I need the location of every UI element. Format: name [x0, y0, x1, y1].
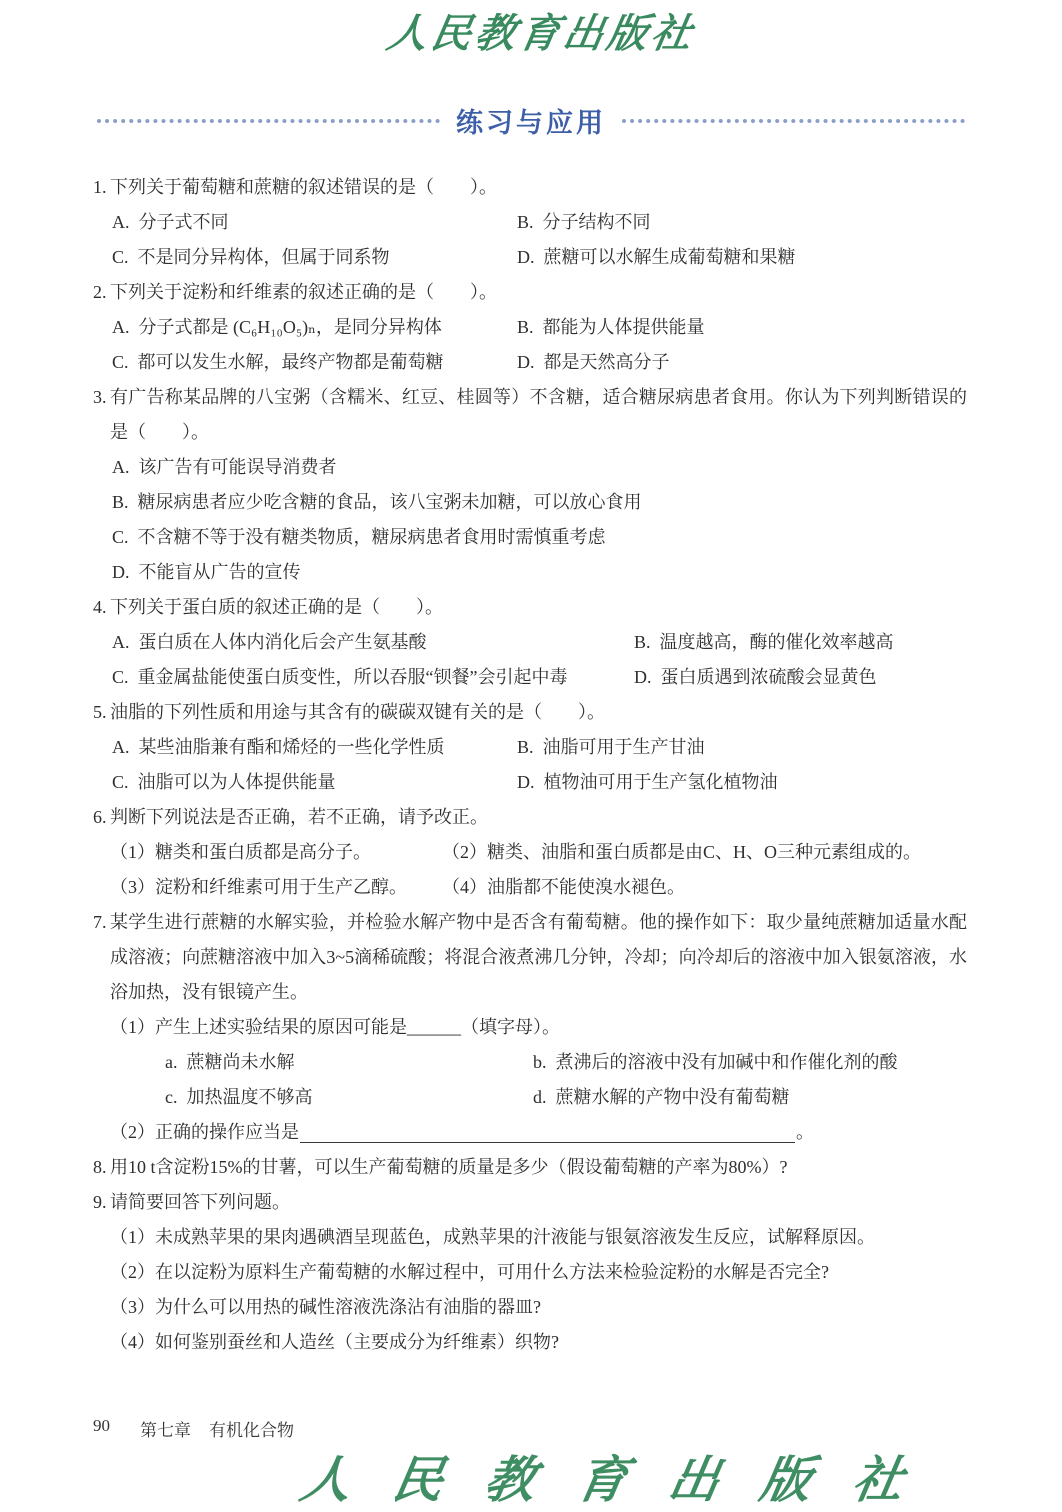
question-2-number: 2. [93, 282, 107, 302]
question-4-number: 4. [93, 597, 107, 617]
question-9-number: 9. [93, 1192, 107, 1212]
question-5-options-row-1 [112, 730, 967, 765]
q6-statement-1: （1） 糖类和蛋白质都是高分子。 [110, 842, 371, 862]
q3-option-c: C. 不含糖不等于没有糖类物质，糖尿病患者食用时需慎重考虑 [112, 527, 606, 547]
question-2-options-row-2 [112, 345, 967, 380]
q5-option-c: C. 油脂可以为人体提供能量 [112, 772, 336, 792]
question-3-number: 3. [93, 387, 107, 407]
page-footer [93, 1416, 294, 1441]
q7-suboptions-row-1 [165, 1045, 967, 1080]
q7-option-d: d. 蔗糖水解的产物中没有葡萄糖 [533, 1087, 790, 1107]
question-2 [93, 275, 967, 380]
q3-option-b: B. 糖尿病患者应少吃含糖的食品，该八宝粥未加糖，可以放心食用 [112, 492, 642, 512]
dotted-rule-left [97, 119, 440, 123]
q7-subquestion-2: （2） 正确的操作应当是 。 [110, 1122, 814, 1142]
q6-statements-row-1 [110, 835, 967, 870]
q4-option-d: D. 蛋白质遇到浓硫酸会显黄色 [634, 667, 877, 687]
q4-option-b: B. 温度越高，酶的催化效率越高 [634, 632, 894, 652]
q9-subquestion-3: （3） 为什么可以用热的碱性溶液洗涤沾有油脂的器皿? [110, 1297, 541, 1317]
publisher-watermark-bottom: 人民教育出版社 [296, 1450, 951, 1509]
q9-subquestion-4: （4） 如何鉴别蚕丝和人造丝（主要成分为纤维素）织物? [110, 1332, 559, 1352]
question-3-text: 有广告称某品牌的八宝粥（含糯米、红豆、桂圆等）不含糖，适合糖尿病患者食用。你认为下列判断错误的是（ ）。 [110, 387, 967, 442]
question-4-options-row-1 [112, 625, 967, 660]
chapter-label: 第七章 [140, 1421, 191, 1440]
question-1-options-row-2 [112, 240, 967, 275]
q9-subquestion-1: （1） 未成熟苹果的果肉遇碘酒呈现蓝色，成熟苹果的汁液能与银氨溶液发生反应，试解释原因。 [110, 1227, 875, 1247]
q1-option-b: B. 分子结构不同 [517, 212, 651, 232]
q7-option-b: b. 煮沸后的溶液中没有加碱中和作催化剂的酸 [533, 1052, 898, 1072]
q5-option-b: B. 油脂可用于生产甘油 [517, 737, 705, 757]
question-4-text: 下列关于蛋白质的叙述正确的是（ ）。 [110, 597, 443, 617]
question-7 [93, 905, 967, 1150]
question-5-options-row-2 [112, 765, 967, 800]
question-1-options-row-1 [112, 205, 967, 240]
answer-blank-line [300, 1142, 795, 1143]
q7-option-c: c. 加热温度不够高 [165, 1087, 313, 1107]
q2-option-d: D. 都是天然高分子 [517, 352, 670, 372]
question-1-number: 1. [93, 177, 107, 197]
question-2-options-row-1 [112, 310, 967, 345]
chapter-title: 有机化合物 [209, 1421, 294, 1440]
question-8-text: 用10 t含淀粉15%的甘薯，可以生产葡萄糖的质量是多少（假设葡萄糖的产率为80%）? [110, 1157, 788, 1177]
q1-option-d: D. 蔗糖可以水解生成葡萄糖和果糖 [517, 247, 796, 267]
q7-suboptions-row-2 [165, 1080, 967, 1115]
q5-option-a: A. 某些油脂兼有酯和烯烃的一些化学性质 [112, 737, 445, 757]
question-8-number: 8. [93, 1157, 107, 1177]
question-4 [93, 590, 967, 695]
question-9-text: 请简要回答下列问题。 [110, 1192, 290, 1212]
q6-statements-row-2 [110, 870, 967, 905]
question-6-number: 6. [93, 807, 107, 827]
page-number: 90 [93, 1416, 110, 1435]
q2-option-a: A. 分子式都是 (C₆H₁₀O₅)ₙ，是同分异构体 [112, 317, 442, 337]
q1-option-a: A. 分子式不同 [112, 212, 229, 232]
question-5-text: 油脂的下列性质和用途与其含有的碳碳双键有关的是（ ）。 [110, 702, 605, 722]
q5-option-d: D. 植物油可用于生产氢化植物油 [517, 772, 778, 792]
section-title: 练习与应用 [456, 108, 606, 138]
q1-option-c: C. 不是同分异构体，但属于同系物 [112, 247, 390, 267]
question-8 [93, 1150, 967, 1185]
q4-option-a: A. 蛋白质在人体内消化后会产生氨基酸 [112, 632, 427, 652]
question-2-text: 下列关于淀粉和纤维素的叙述正确的是（ ）。 [110, 282, 497, 302]
exercise-list [93, 170, 967, 1360]
q2-option-c: C. 都可以发生水解，最终产物都是葡萄糖 [112, 352, 444, 372]
question-1 [93, 170, 967, 275]
dotted-rule-right [622, 119, 965, 123]
q3-option-d: D. 不能盲从广告的宣传 [112, 562, 301, 582]
q6-statement-3: （3） 淀粉和纤维素可用于生产乙醇。 [110, 877, 407, 897]
question-5-number: 5. [93, 702, 107, 722]
question-7-text: 某学生进行蔗糖的水解实验，并检验水解产物中是否含有葡萄糖。他的操作如下：取少量纯蔗糖加适量水配成溶液；向蔗糖溶液中加入3~5滴稀硫酸；将混合液煮沸几分钟，冷却；向冷却后的溶液中加入银氨溶液，水浴加热，没有银镜产生。 [110, 912, 967, 1002]
q7-option-a: a. 蔗糖尚未水解 [165, 1052, 295, 1072]
question-1-text: 下列关于葡萄糖和蔗糖的叙述错误的是（ ）。 [110, 177, 497, 197]
q6-statement-4: （4） 油脂都不能使溴水褪色。 [442, 877, 685, 897]
question-7-number: 7. [93, 912, 107, 932]
question-6-text: 判断下列说法是否正确，若不正确，请予改正。 [110, 807, 488, 827]
question-4-options-row-2 [112, 660, 967, 695]
q6-statement-2: （2） 糖类、油脂和蛋白质都是由C、H、O三种元素组成的。 [442, 842, 922, 862]
question-9 [93, 1185, 967, 1360]
q2-option-b: B. 都能为人体提供能量 [517, 317, 705, 337]
q7-subquestion-1: （1） 产生上述实验结果的原因可能是______（填字母）。 [110, 1017, 560, 1037]
publisher-watermark-top: 人民教育出版社 [383, 10, 700, 57]
q9-subquestion-2: （2） 在以淀粉为原料生产葡萄糖的水解过程中，可用什么方法来检验淀粉的水解是否完全? [110, 1262, 829, 1282]
q3-option-a: A. 该广告有可能误导消费者 [112, 457, 337, 477]
q4-option-c: C. 重金属盐能使蛋白质变性，所以吞服“钡餐”会引起中毒 [112, 667, 568, 687]
question-5 [93, 695, 967, 800]
question-6 [93, 800, 967, 905]
question-3 [93, 380, 967, 590]
section-header [97, 101, 965, 140]
